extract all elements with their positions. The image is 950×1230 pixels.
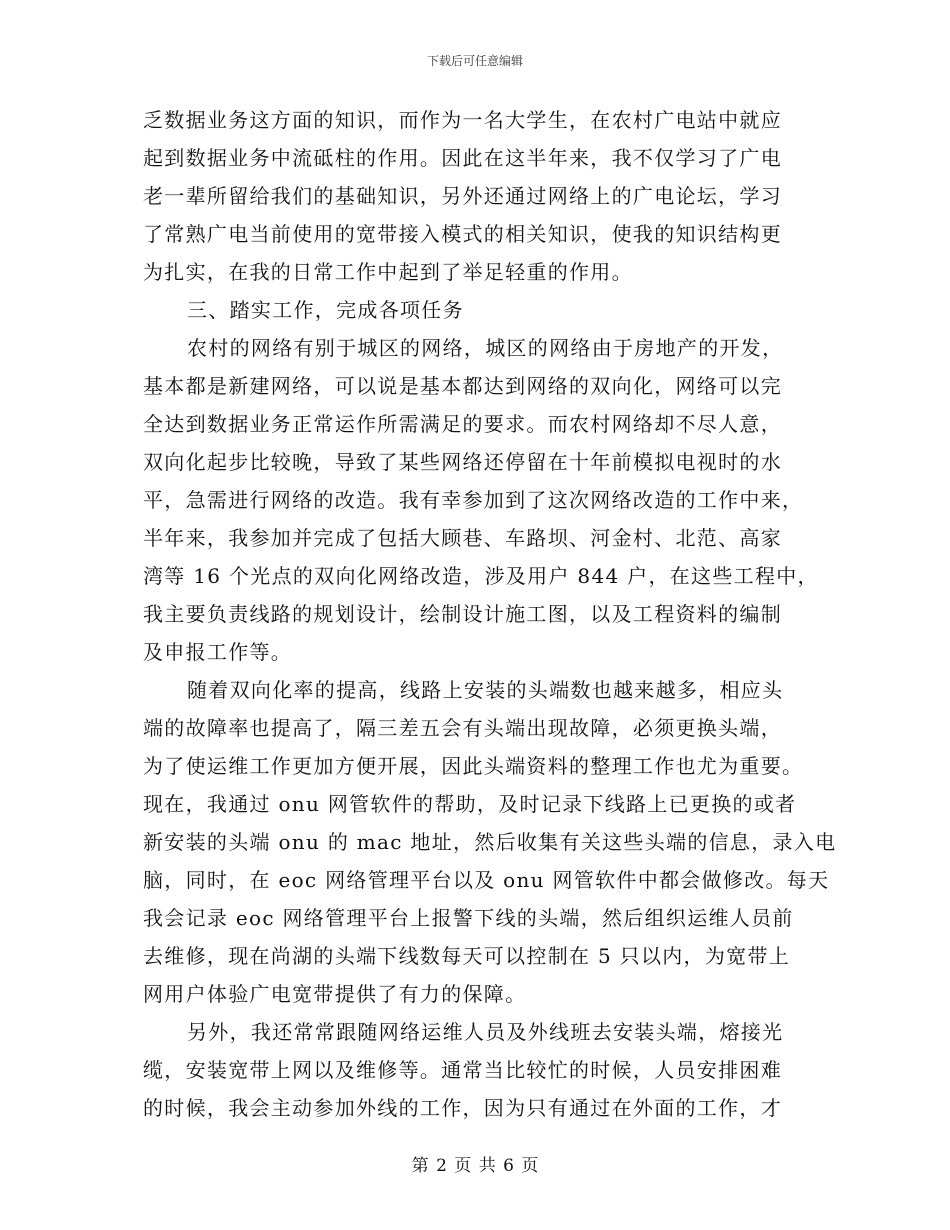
text-line: 乏数据业务这方面的知识，而作为一名大学生，在农村广电站中就应 [143,108,782,132]
text-line: 我会记录 eoc 网络管理平台上报警下线的头端，然后组织运维人员前 [143,906,794,930]
text-line: 基本都是新建网络，可以说是基本都达到网络的双向化，网络可以完 [143,374,782,398]
text-line: 老一辈所留给我们的基础知识，另外还通过网络上的广电论坛，学习 [143,184,782,208]
text-line: 去维修，现在尚湖的头端下线数每天可以控制在 5 只以内，为宽带上 [143,944,791,968]
text-line: 端的故障率也提高了，隔三差五会有头端出现故障，必须更换头端， [143,716,782,740]
page-number: 第 2 页 共 6 页 [411,1156,539,1176]
text-line: 新安装的头端 onu 的 mac 地址，然后收集有关这些头端的信息，录入电 [143,830,837,854]
text-line: 缆，安装宽带上网以及维修等。通常当比较忙的时候，人员安排困难 [143,1058,782,1082]
text-line: 湾等 16 个光点的双向化网络改造，涉及用户 844 户，在这些工程中， [143,564,819,588]
text-line: 半年来，我参加并完成了包括大顾巷、车路坝、河金村、北范、高家 [143,526,782,550]
text-line: 网用户体验广电宽带提供了有力的保障。 [143,982,527,1006]
text-line: 双向化起步比较晚，导致了某些网络还停留在十年前模拟电视时的水 [143,450,782,474]
text-line: 现在，我通过 onu 网管软件的帮助，及时记录下线路上已更换的或者 [143,792,797,816]
text-line: 为了使运维工作更加方便开展，因此头端资料的整理工作也尤为重要。 [143,754,804,778]
document-body [143,101,837,1127]
text-line: 起到数据业务中流砥柱的作用。因此在这半年来，我不仅学习了广电 [143,146,782,170]
text-line: 另外，我还常常跟随网络运维人员及外线班去安装头端，熔接光 [187,1020,784,1044]
text-line: 随着双向化率的提高，线路上安装的头端数也越来越多，相应头 [187,678,784,702]
text-line: 我主要负责线路的规划设计，绘制设计施工图，以及工程资料的编制 [143,602,782,626]
text-line: 了常熟广电当前使用的宽带接入模式的相关知识，使我的知识结构更 [143,222,782,246]
text-line: 及申报工作等。 [143,640,293,664]
text-line: 的时候，我会主动参加外线的工作，因为只有通过在外面的工作，才 [143,1096,782,1120]
section-heading: 三、踏实工作，完成各项任务 [187,298,464,322]
text-line: 为扎实，在我的日常工作中起到了举足轻重的作用。 [143,260,633,284]
page-header: 下载后可任意编辑 [426,54,523,68]
text-line: 农村的网络有别于城区的网络，城区的网络由于房地产的开发， [187,336,784,360]
text-line: 平，急需进行网络的改造。我有幸参加到了这次网络改造的工作中来， [143,488,804,512]
text-line: 全达到数据业务正常运作所需满足的要求。而农村网络却不尽人意， [143,412,782,436]
text-line: 脑，同时，在 eoc 网络管理平台以及 onu 网管软件中都会做修改。每天 [143,868,830,892]
